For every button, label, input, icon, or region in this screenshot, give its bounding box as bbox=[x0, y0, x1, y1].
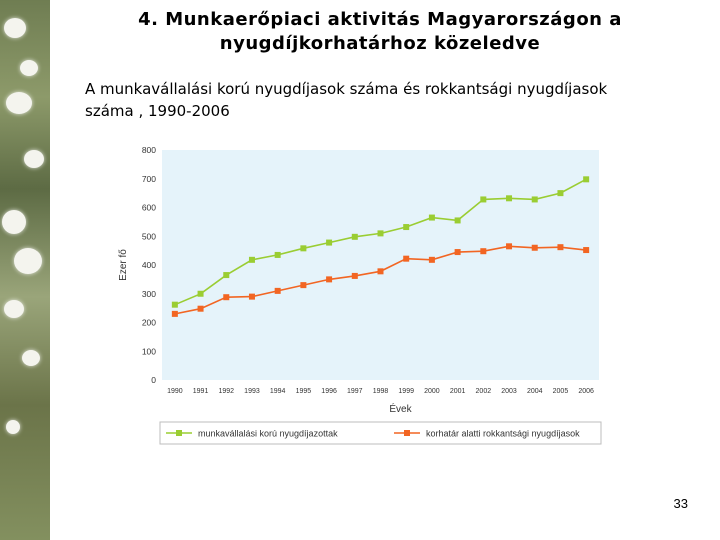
x-tick-label: 1998 bbox=[372, 388, 389, 395]
y-tick-label: 500 bbox=[141, 231, 156, 242]
legend-label-1: munkavállalási korú nyugdíjazottak bbox=[198, 428, 338, 439]
line-chart bbox=[110, 135, 610, 445]
data-point bbox=[249, 257, 255, 263]
data-point bbox=[198, 306, 204, 312]
y-tick-label: 300 bbox=[141, 288, 156, 299]
data-point bbox=[429, 215, 435, 221]
data-point bbox=[557, 190, 563, 196]
data-point bbox=[583, 247, 589, 253]
data-point bbox=[275, 288, 281, 294]
y-tick-label: 200 bbox=[141, 317, 156, 328]
legend-label-2: korhatár alatti rokkantsági nyugdíjasok bbox=[426, 428, 580, 439]
data-point bbox=[506, 195, 512, 201]
data-point bbox=[300, 282, 306, 288]
data-point bbox=[326, 240, 332, 246]
x-tick-label: 1994 bbox=[269, 388, 286, 395]
chart-container bbox=[110, 135, 610, 445]
x-tick-label: 2005 bbox=[552, 388, 569, 395]
x-tick-label: 2000 bbox=[424, 388, 440, 395]
data-point bbox=[532, 245, 538, 251]
x-tick-label: 1996 bbox=[321, 388, 337, 395]
data-point bbox=[557, 244, 563, 250]
x-tick-label: 2001 bbox=[449, 388, 466, 395]
data-point bbox=[172, 302, 178, 308]
data-point bbox=[223, 272, 229, 278]
x-tick-label: 2004 bbox=[526, 388, 543, 395]
data-point bbox=[300, 245, 306, 251]
decorative-blossom-strip bbox=[0, 0, 50, 540]
y-axis-label: Ezer fő bbox=[118, 249, 129, 281]
legend-marker-2 bbox=[404, 430, 410, 436]
data-point bbox=[532, 196, 538, 202]
x-tick-label: 1997 bbox=[347, 388, 363, 395]
slide-title: 4. Munkaerőpiaci aktivitás Magyarországon a nyugdíjkorhatárhoz közeledve bbox=[138, 9, 622, 54]
data-point bbox=[506, 243, 512, 249]
x-tick-label: 1999 bbox=[398, 388, 414, 395]
x-tick-label: 1993 bbox=[244, 388, 260, 395]
y-tick-label: 700 bbox=[141, 173, 156, 184]
data-point bbox=[455, 249, 461, 255]
data-point bbox=[352, 273, 358, 279]
x-tick-label: 2002 bbox=[475, 388, 492, 395]
data-point bbox=[249, 294, 255, 300]
x-tick-label: 2003 bbox=[501, 388, 517, 395]
data-point bbox=[403, 224, 409, 230]
data-point bbox=[378, 230, 384, 236]
x-tick-label: 1991 bbox=[192, 388, 209, 395]
slide-subtitle: A munkavállalási korú nyugdíjasok száma és rokkantsági nyugdíjasok száma , 1990-2006 bbox=[85, 80, 608, 120]
data-point bbox=[172, 311, 178, 317]
data-point bbox=[429, 257, 435, 263]
data-point bbox=[480, 248, 486, 254]
y-tick-label: 400 bbox=[141, 260, 156, 270]
data-point bbox=[352, 234, 358, 240]
data-point bbox=[583, 176, 589, 182]
y-tick-label: 600 bbox=[141, 202, 156, 213]
plot-area bbox=[162, 150, 599, 380]
data-point bbox=[403, 256, 409, 262]
x-tick-label: 1992 bbox=[218, 388, 235, 395]
legend-marker-1 bbox=[176, 430, 182, 436]
y-tick-label: 100 bbox=[141, 346, 156, 357]
x-tick-label: 2006 bbox=[578, 388, 594, 395]
data-point bbox=[480, 196, 486, 202]
y-tick-label: 800 bbox=[141, 145, 156, 155]
data-point bbox=[326, 276, 332, 282]
x-tick-label: 1990 bbox=[167, 388, 183, 395]
y-tick-label: 0 bbox=[151, 375, 156, 385]
data-point bbox=[223, 294, 229, 300]
data-point bbox=[198, 291, 204, 297]
data-point bbox=[455, 217, 461, 223]
data-point bbox=[275, 252, 281, 258]
data-point bbox=[378, 268, 384, 274]
x-tick-label: 1995 bbox=[295, 388, 312, 395]
x-axis-label: Évek bbox=[389, 404, 412, 415]
page-number: 33 bbox=[673, 496, 688, 511]
